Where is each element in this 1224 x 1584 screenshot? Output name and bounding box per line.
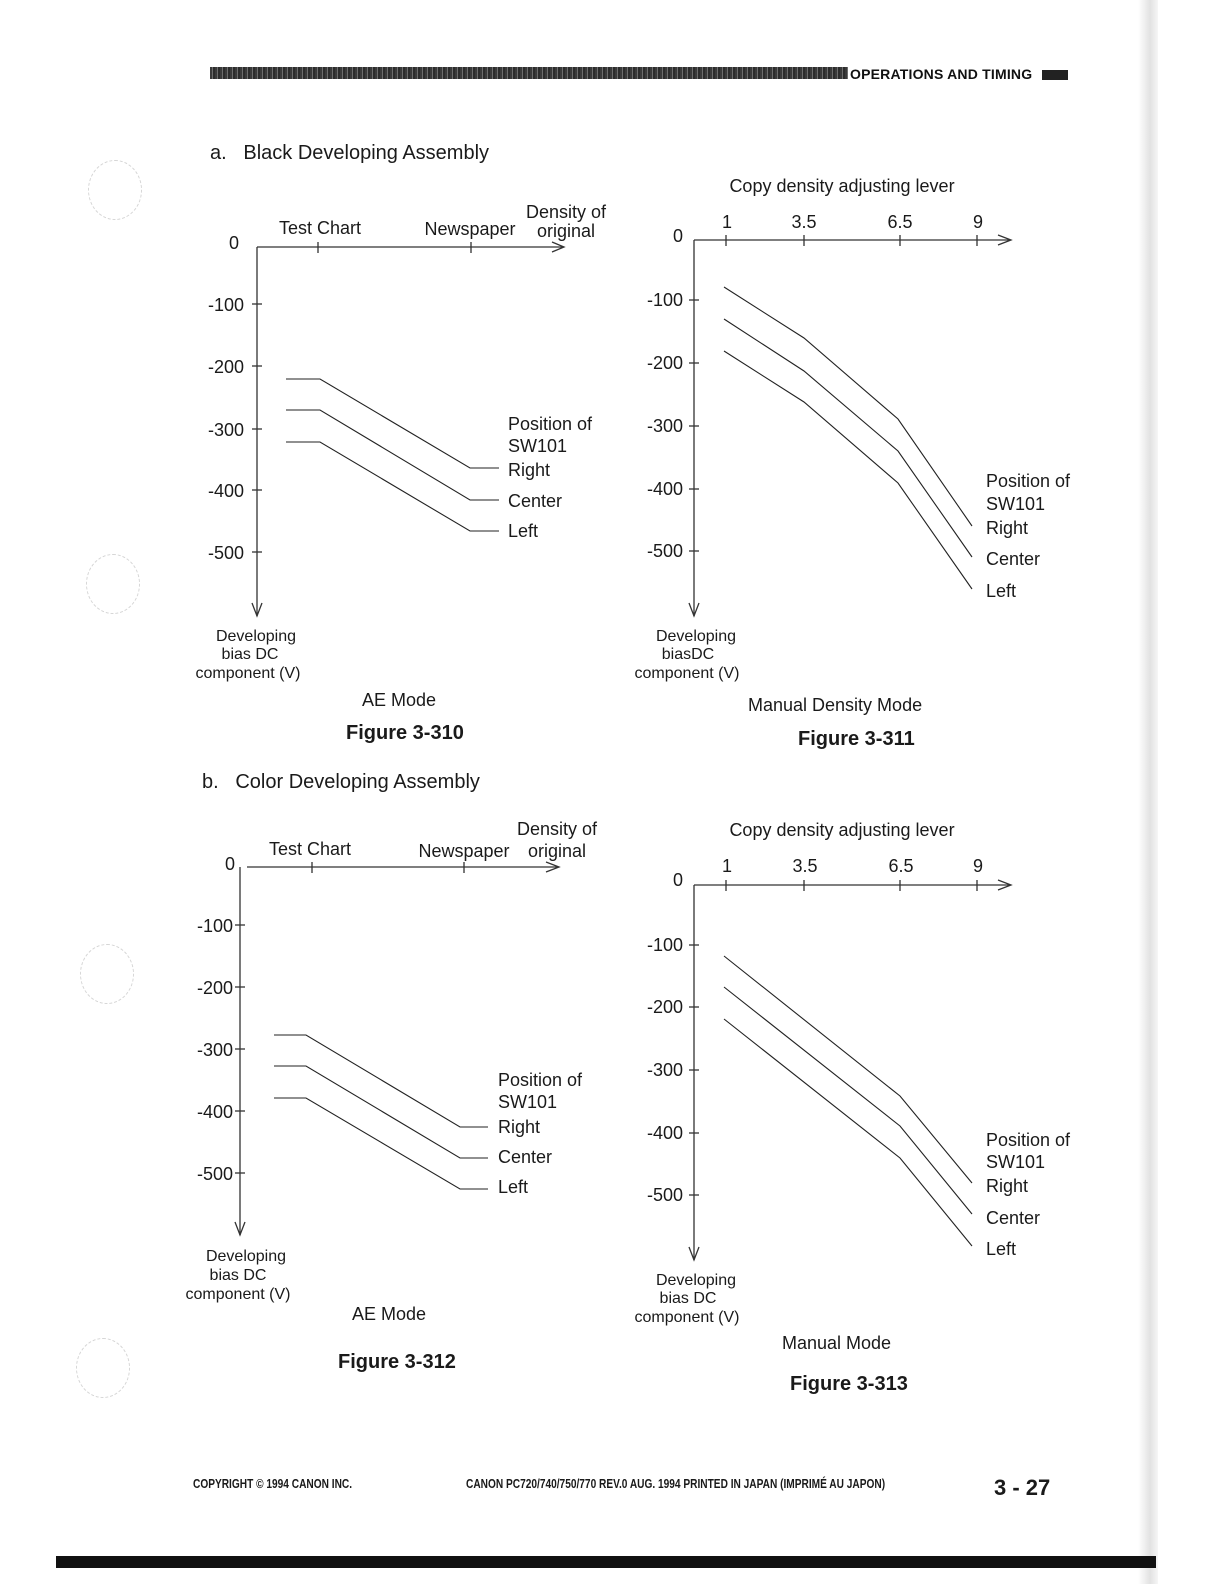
series-label-right: Right (498, 1117, 541, 1137)
series-label-left: Left (986, 1239, 1017, 1259)
y-axis-title-line3: component (V) (634, 665, 740, 682)
x-tick-label: 1 (721, 212, 733, 232)
figure-label: Figure 3-311 (798, 728, 915, 750)
y-tick-label: -400 (646, 479, 683, 499)
axes (689, 235, 1011, 616)
curve-right (286, 379, 499, 468)
series-label-center: Center (986, 1208, 1041, 1228)
y-axis-title-line1: Developing (655, 1272, 737, 1289)
scan-bottom-band (56, 1556, 1156, 1568)
series-label-left: Left (508, 521, 539, 541)
section-title-black: a. Black Developing Assembly (210, 142, 490, 164)
origin-label: 0 (228, 233, 239, 253)
legend-title-line2: SW101 (498, 1092, 558, 1112)
legend-title-line1: Position of (498, 1070, 583, 1090)
x-axis-title-line1: Density of (516, 819, 598, 839)
series-label-center: Center (498, 1147, 553, 1167)
x-tick-test-chart: Test Chart (268, 839, 352, 859)
mode-label: Manual Density Mode (748, 695, 923, 715)
curve-left (274, 1098, 488, 1189)
y-axis-title-line3: component (V) (185, 1286, 291, 1303)
figure-label: Figure 3-313 (790, 1373, 908, 1395)
y-tick-label: -500 (646, 1185, 683, 1205)
x-tick-test-chart: Test Chart (278, 218, 362, 238)
y-axis-title-line3: component (V) (195, 665, 301, 682)
figure-3-312 (170, 815, 610, 1315)
header-rule (210, 67, 848, 79)
y-tick-label: -200 (196, 978, 233, 998)
x-tick-newspaper: Newspaper (418, 841, 510, 861)
y-tick-label: -300 (207, 420, 244, 440)
mode-label: AE Mode (352, 1304, 427, 1324)
curve-left (724, 351, 972, 589)
y-tick-label: -400 (646, 1123, 683, 1143)
origin-label: 0 (224, 854, 235, 874)
series-label-left: Left (986, 581, 1017, 601)
legend-title-line2: SW101 (986, 494, 1046, 514)
y-tick-label: -100 (207, 295, 244, 315)
header-end-block (1042, 70, 1068, 80)
curve-left (286, 442, 499, 531)
y-tick-label: -500 (646, 541, 683, 561)
legend-title-line2: SW101 (986, 1152, 1046, 1172)
punch-hole (86, 554, 140, 614)
y-axis-title-line1: Developing (655, 628, 737, 645)
mode-label: AE Mode (362, 690, 437, 710)
running-header: OPERATIONS AND TIMING (850, 66, 1033, 82)
y-axis-title-line2: bias DC (209, 1267, 267, 1284)
curve-center (286, 410, 499, 500)
origin-label: 0 (672, 870, 683, 890)
y-axis-title-line3: component (V) (634, 1309, 740, 1326)
punch-hole (76, 1338, 130, 1398)
figure-label: Figure 3-312 (338, 1351, 456, 1373)
mode-label: Manual Mode (782, 1333, 892, 1353)
legend-title-line1: Position of (986, 471, 1071, 491)
x-axis-title-line2: original (527, 841, 587, 861)
x-tick-label: 3.5 (792, 856, 818, 876)
curve-center (724, 319, 972, 557)
x-tick-label: 3.5 (791, 212, 817, 232)
x-tick-label: 6.5 (887, 212, 913, 232)
figure-3-313 (620, 814, 1090, 1334)
y-tick-label: -500 (196, 1164, 233, 1184)
y-tick-label: -400 (196, 1102, 233, 1122)
x-tick-label: 6.5 (888, 856, 914, 876)
x-axis-title: Copy density adjusting lever (729, 176, 955, 196)
section-title-color: b. Color Developing Assembly (202, 771, 480, 793)
series-label-right: Right (986, 518, 1029, 538)
y-tick-label: -300 (646, 416, 683, 436)
footer-copyright: COPYRIGHT © 1994 CANON INC. (193, 1476, 353, 1491)
y-tick-label: -200 (646, 997, 683, 1017)
figure-3-310 (180, 196, 620, 696)
series-label-right: Right (508, 460, 551, 480)
y-axis-title-line1: Developing (205, 1248, 287, 1265)
y-tick-label: -100 (646, 290, 683, 310)
curve-center (724, 987, 972, 1214)
series-label-center: Center (508, 491, 563, 511)
y-tick-label: -200 (207, 357, 244, 377)
figure-3-311 (620, 170, 1090, 690)
x-tick-label: 1 (721, 856, 733, 876)
y-axis-title-line2: bias DC (659, 1290, 717, 1307)
x-tick-newspaper: Newspaper (424, 219, 516, 239)
y-tick-label: -200 (646, 353, 683, 373)
curve-right (724, 287, 972, 526)
y-tick-label: -500 (207, 543, 244, 563)
legend-title-line1: Position of (508, 414, 593, 434)
origin-label: 0 (672, 226, 683, 246)
punch-hole (80, 944, 134, 1004)
y-tick-label: -300 (196, 1040, 233, 1060)
x-axis-title-line1: Density of (525, 202, 607, 222)
y-tick-label: -400 (207, 481, 244, 501)
figure-label: Figure 3-310 (346, 722, 464, 744)
y-axis-title-line2: biasDC (661, 646, 715, 663)
y-axis-title-line1: Developing (215, 628, 297, 645)
y-tick-label: -100 (196, 916, 233, 936)
x-tick-label: 9 (972, 212, 984, 232)
y-axis-title-line2: bias DC (221, 646, 279, 663)
series-label-left: Left (498, 1177, 529, 1197)
punch-hole (88, 160, 142, 220)
series-label-center: Center (986, 549, 1041, 569)
legend-title-line2: SW101 (508, 436, 568, 456)
page-edge-shadow (1138, 0, 1158, 1584)
y-tick-label: -300 (646, 1060, 683, 1080)
legend-title-line1: Position of (986, 1130, 1071, 1150)
x-axis-title-line2: original (536, 221, 596, 241)
x-tick-label: 9 (972, 856, 984, 876)
curve-right (724, 956, 972, 1183)
footer-imprint: CANON PC720/740/750/770 REV.0 AUG. 1994 PRINTED IN JAPAN (IMPRIMÉ AU JAPON) (466, 1476, 886, 1491)
curve-left (724, 1019, 972, 1246)
y-tick-label: -100 (646, 935, 683, 955)
page-number: 3 - 27 (994, 1475, 1051, 1500)
series-label-right: Right (986, 1176, 1029, 1196)
curve-right (274, 1035, 488, 1127)
x-axis-title: Copy density adjusting lever (729, 820, 955, 840)
